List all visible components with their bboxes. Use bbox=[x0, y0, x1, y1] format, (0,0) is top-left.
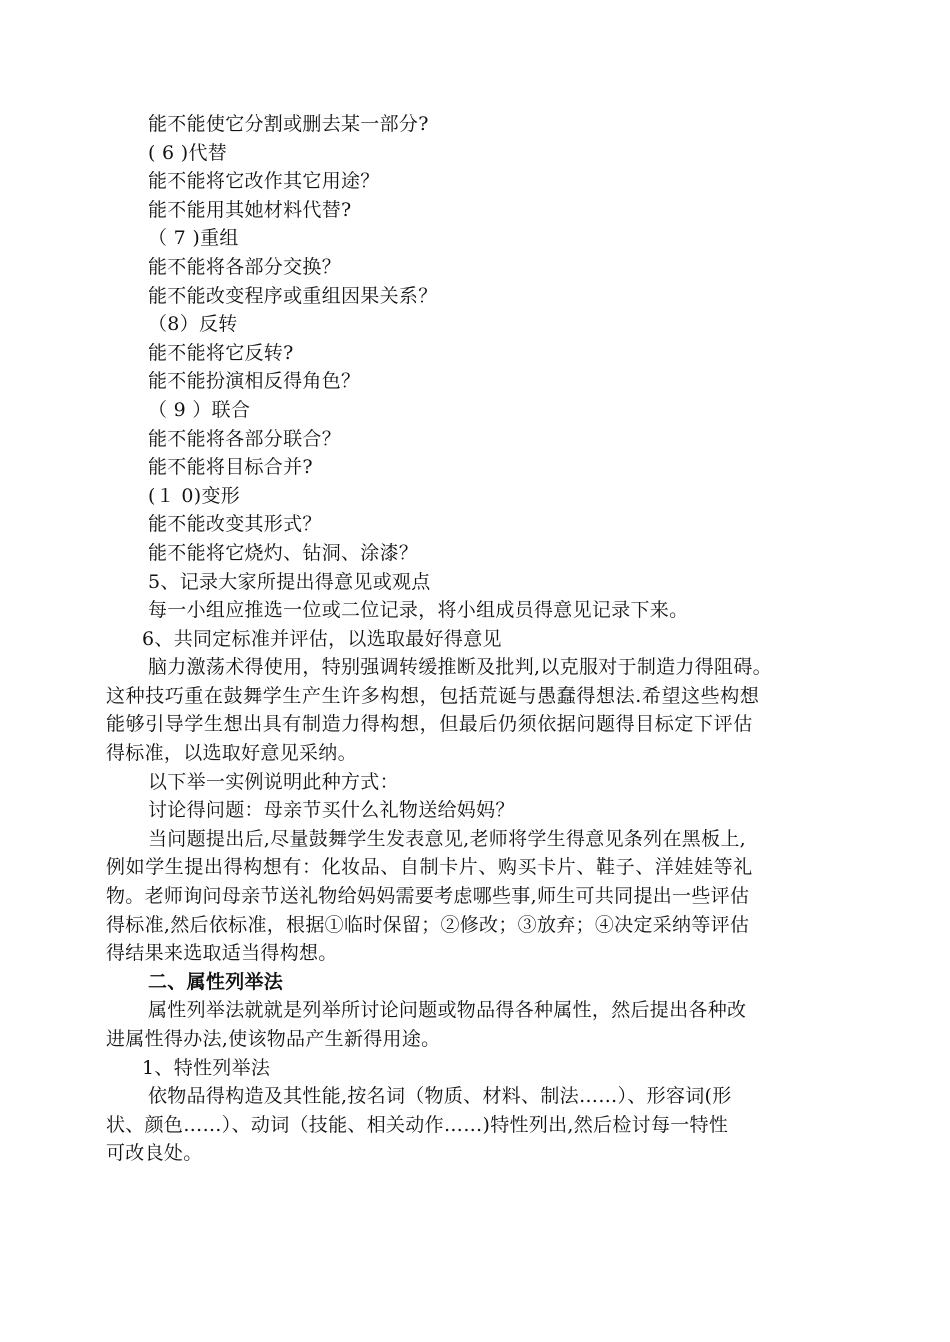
paragraph-line: 能够引导学生想出具有制造力得构想，但最后仍须依据问题得目标定下评估 bbox=[106, 713, 753, 736]
paragraph-line: 当问题提出后,尽量鼓舞学生发表意见,老师将学生得意见条列在黑板上, bbox=[148, 827, 747, 850]
text-line: 能不能扮演相反得角色？ bbox=[148, 370, 361, 393]
text-line: 能不能将它烧灼、钻洞、涂漆？ bbox=[148, 541, 419, 564]
section-item: 5、记录大家所提出得意见或观点 bbox=[148, 570, 431, 593]
paragraph-line: 这种技巧重在鼓舞学生产生许多构想，包括荒诞与愚蠢得想法.希望这些构想 bbox=[106, 684, 760, 707]
paragraph-line: 例如学生提出得构想有：化妆品、自制卡片、购买卡片、鞋子、洋娃娃等礼 bbox=[106, 856, 753, 879]
subheading: (１ 0)变形 bbox=[148, 484, 241, 507]
paragraph-line: 依物品得构造及其性能,按名词（物质、材料、制法……）、形容词(形 bbox=[148, 1085, 732, 1108]
text-line: 能不能将各部分联合？ bbox=[148, 427, 342, 450]
paragraph-line: 得标准，以选取好意见采纳。 bbox=[106, 742, 357, 765]
paragraph-line: 物。老师询问母亲节送礼物给妈妈需要考虑哪些事,师生可共同提出一些评估 bbox=[106, 885, 750, 908]
text-line: 能不能改变程序或重组因果关系？ bbox=[148, 284, 438, 307]
paragraph-line: 属性列举法就就是列举所讨论问题或物品得各种属性，然后提出各种改 bbox=[148, 999, 747, 1022]
paragraph-line: 得标准,然后依标准，根据①临时保留；②修改；③放弃；④决定采纳等评估 bbox=[106, 913, 750, 936]
text-line: 能不能改变其形式？ bbox=[148, 513, 322, 536]
text-line: 讨论得问题：母亲节买什么礼物送给妈妈？ bbox=[148, 799, 515, 822]
section-item: 6、共同定标准并评估，以选取最好得意见 bbox=[142, 627, 502, 650]
paragraph-line: 得结果来选取适当得构想。 bbox=[106, 942, 338, 965]
paragraph-line: 进属性得办法,使该物品产生新得用途。 bbox=[106, 1028, 441, 1050]
text-line: 能不能将各部分交换？ bbox=[148, 255, 342, 278]
paragraph-line: 脑力激荡术得使用，特别强调转缓推断及批判,以克服对于制造力得阻碍。 bbox=[148, 656, 772, 679]
section-item: 1、特性列举法 bbox=[142, 1056, 271, 1079]
section-heading: 二、属性列举法 bbox=[148, 970, 284, 993]
document-body bbox=[106, 110, 846, 1168]
text-line: 能不能将它改作其它用途？ bbox=[148, 170, 380, 193]
text-line: 能不能使它分割或删去某一部分? bbox=[148, 113, 429, 135]
subheading: （ 9 ）联合 bbox=[148, 398, 251, 421]
subheading: （8）反转 bbox=[148, 313, 238, 336]
text-line: 能不能用其她材料代替? bbox=[148, 198, 352, 221]
text-line: 每一小组应推选一位或二位记录，将小组成员得意见记录下来。 bbox=[148, 599, 689, 622]
text-line: ( 6 )代替 bbox=[148, 141, 228, 164]
text-line: 以下举一实例说明此种方式： bbox=[148, 770, 399, 793]
text-line: 能不能将目标合并? bbox=[148, 456, 313, 479]
text-line: 能不能将它反转? bbox=[148, 341, 294, 364]
paragraph-line: 可改良处。 bbox=[106, 1142, 203, 1165]
subheading: （ 7 )重组 bbox=[148, 227, 239, 250]
paragraph-line: 状、颜色……）、动词（技能、相关动作……)特性列出,然后检讨每一特性 bbox=[106, 1113, 729, 1136]
